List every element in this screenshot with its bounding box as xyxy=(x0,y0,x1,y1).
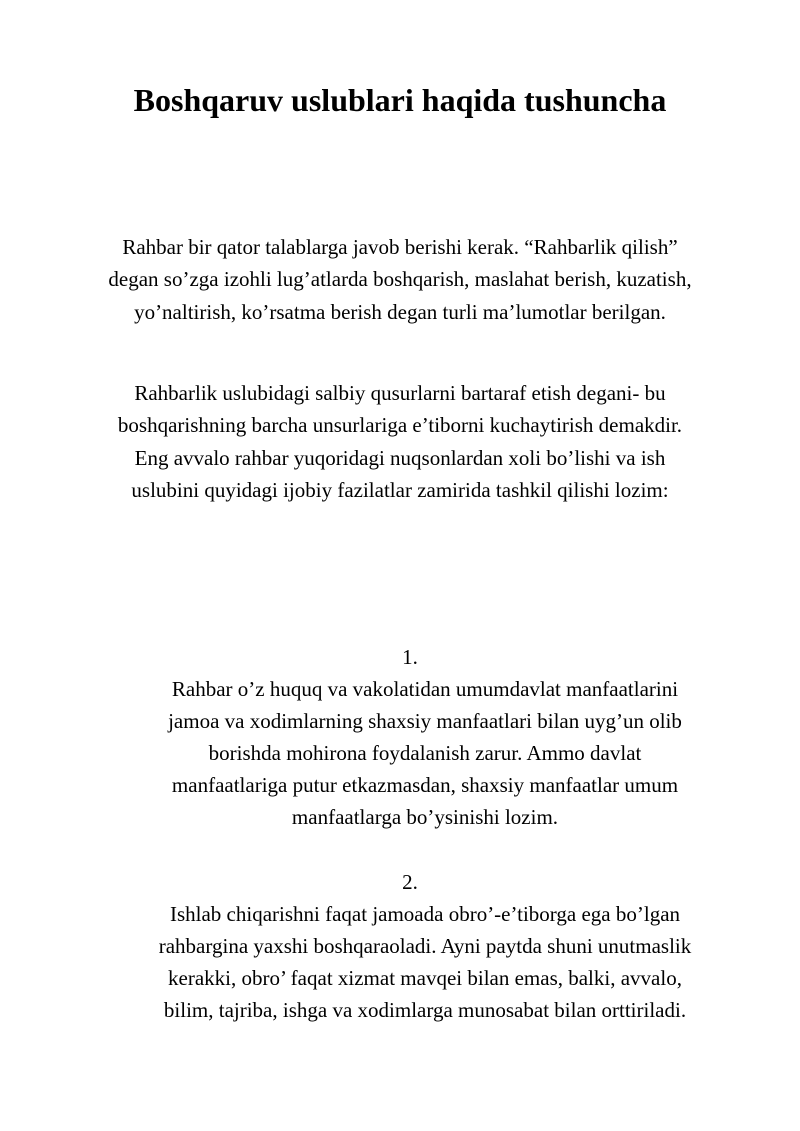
list-item-text: Ishlab chiqarishni faqat jamoada obro’-e’tiborga ega bo’lgan rahbargina yaxshi boshqaraoladi. Ayni paytda shuni unutmaslik kerakki, obro’ faqat xizmat mavqei bilan emas, balki, avvalo, bilim, tajriba, ishga va xodimlarga munosabat bilan orttiriladi. xyxy=(158,902,692,1022)
page-title: Boshqaruv uslublari haqida tushuncha xyxy=(133,82,667,118)
second-paragraph: Rahbarlik uslubidagi salbiy qusurlarni bartaraf etish degani- bu boshqarishning barcha unsurlariga e’tiborni kuchaytirish demakdir. Eng avvalo rahbar yuqoridagi nuqsonlardan xoli bo’lishi va ish uslubini quyidagi ijobiy fazilatlar zamirida tashkil qilishi lozim: xyxy=(117,381,683,503)
intro-paragraph: Rahbar bir qator talablarga javob berishi kerak. “Rahbarlik qilish” degan so’zga izohli lug’atlarda boshqarish, maslahat berish, kuzatish, yo’naltirish, ko’rsatma berish degan turli ma’lumotlar berilgan. xyxy=(108,235,692,324)
list-item-number: 2. xyxy=(402,870,418,894)
list-item-number: 1. xyxy=(402,645,418,669)
list-item-text: Rahbar o’z huquq va vakolatidan umumdavlat manfaatlarini jamoa va xodimlarning shaxsiy manfaatlari bilan uyg’un olib borishda mohirona foydalanish zarur. Ammo davlat manfaatlariga putur etkazmasdan, shaxsiy manfaatlar umum manfaatlarga bo’ysinishi lozim. xyxy=(168,677,682,829)
